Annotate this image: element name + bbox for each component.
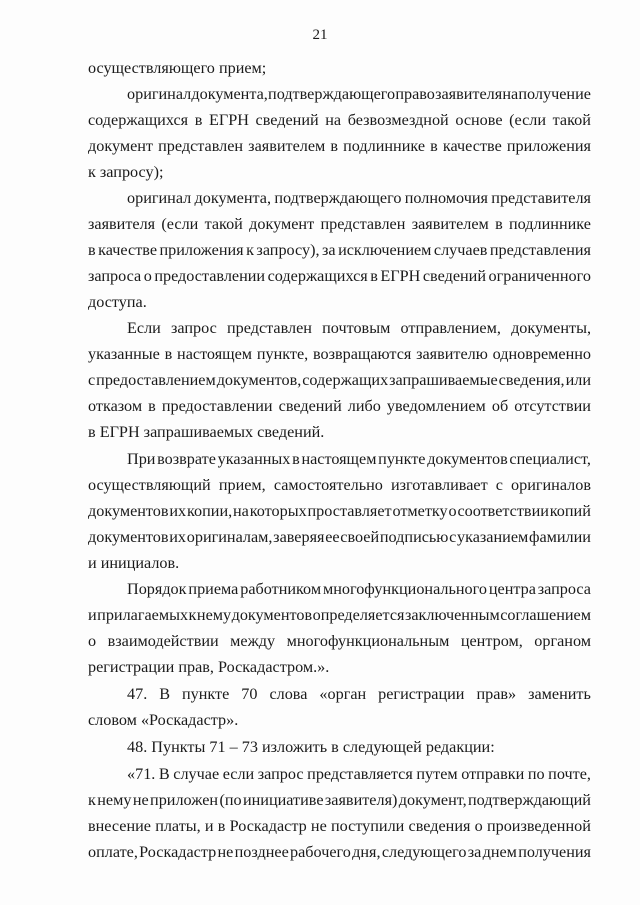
- text-line: [127, 764, 591, 784]
- word: прилагаемых: [97, 606, 189, 624]
- word: содержащихся: [88, 111, 189, 129]
- word: запросу),: [256, 241, 320, 259]
- text-line: [88, 344, 591, 364]
- text-line: доступа.: [88, 293, 147, 311]
- word: на: [502, 85, 519, 103]
- word: документов: [231, 606, 313, 624]
- word: в: [370, 267, 378, 285]
- word: регистрации: [378, 685, 465, 703]
- word: оригинал: [127, 189, 192, 207]
- word: позднее: [234, 843, 289, 861]
- word: документы,: [511, 319, 591, 337]
- word: оригиналов: [511, 476, 591, 494]
- word: о: [88, 632, 97, 650]
- word: приложения: [506, 137, 591, 155]
- text-line: и инициалов.: [88, 554, 180, 572]
- word: с: [449, 528, 457, 546]
- word: подтверждающего: [274, 189, 402, 207]
- word: приложения: [159, 241, 244, 259]
- word: такой: [552, 111, 591, 129]
- text-line: к запросу);: [88, 163, 164, 181]
- text-line: [88, 501, 591, 521]
- word: отметку: [392, 502, 448, 520]
- text-line: [127, 188, 591, 208]
- word: в: [148, 397, 156, 415]
- text-line: осуществляющего прием;: [88, 59, 267, 77]
- word: в: [88, 241, 96, 259]
- text-line: [88, 370, 591, 390]
- word: к: [246, 241, 254, 259]
- word: и: [88, 606, 97, 624]
- text-line: [88, 475, 591, 495]
- word: соответствии: [457, 502, 549, 520]
- word: если: [222, 765, 255, 783]
- word: Если: [127, 319, 161, 337]
- word: работником: [240, 580, 322, 598]
- text-line: [88, 631, 591, 651]
- word: платы,: [155, 817, 201, 835]
- word: копий: [549, 502, 591, 520]
- word: документа,: [191, 85, 268, 103]
- word: представляется: [307, 765, 413, 783]
- text-line: словом «Роскадастр».: [88, 711, 239, 729]
- word: предоставлении: [154, 267, 266, 285]
- word: к: [88, 791, 96, 809]
- word: пункте: [181, 685, 230, 703]
- word: заключенным: [404, 606, 500, 624]
- word: о: [143, 267, 152, 285]
- word: проставляет: [307, 502, 392, 520]
- word: представления: [489, 241, 591, 259]
- word: с: [88, 371, 96, 389]
- text-line: [88, 396, 591, 416]
- text-line: [88, 266, 591, 286]
- word: сведения: [408, 817, 471, 835]
- word: либо: [347, 397, 381, 415]
- word: документов: [88, 502, 169, 520]
- word: случае: [173, 765, 220, 783]
- text-line: [88, 136, 591, 156]
- word: специалист,: [509, 450, 591, 468]
- text-line: [88, 527, 591, 547]
- word: фамилии: [528, 528, 591, 546]
- word: взаимодействии: [107, 632, 219, 650]
- word: соглашением: [500, 606, 591, 624]
- word: не: [132, 791, 149, 809]
- word: уведомлением: [386, 397, 486, 415]
- page-number: 21: [312, 27, 328, 43]
- word: рабочего: [290, 843, 351, 861]
- word: в: [292, 450, 300, 468]
- word: возврате: [157, 450, 216, 468]
- word: прием,: [218, 476, 266, 494]
- word: 70: [241, 685, 258, 703]
- word: сведений: [278, 397, 342, 415]
- word: в: [495, 215, 503, 233]
- word: «71.: [127, 765, 156, 783]
- word: (по: [219, 791, 242, 809]
- word: самостоятельно: [273, 476, 383, 494]
- word: пункте,: [256, 345, 309, 363]
- word: При: [127, 450, 156, 468]
- word: на: [233, 502, 249, 520]
- word: Роскадастр: [139, 843, 217, 861]
- word: документ: [249, 215, 315, 233]
- word: представлен: [320, 215, 406, 233]
- word: отправлением,: [400, 319, 501, 337]
- word: оригинал: [127, 85, 192, 103]
- word: подлиннике: [509, 215, 591, 233]
- word: документов: [88, 528, 169, 546]
- word: многофункциональным: [286, 632, 450, 650]
- text-line: [88, 842, 591, 862]
- word: оплате,: [88, 843, 138, 861]
- word: исключением: [338, 241, 432, 259]
- word: возвращаются: [312, 345, 412, 363]
- word: дня,: [352, 843, 381, 861]
- word: (если: [161, 215, 199, 233]
- word: получения: [518, 843, 591, 861]
- word: заменить: [528, 685, 591, 703]
- word: за: [322, 241, 336, 259]
- word: отказом: [88, 397, 143, 415]
- word: или: [565, 371, 591, 389]
- word: качестве: [98, 241, 158, 259]
- text-line: 48. Пункты 71 – 73 изложить в следующей редакции:: [127, 738, 495, 756]
- word: заявителя): [324, 791, 398, 809]
- word: представителя: [491, 189, 591, 207]
- word: органом: [534, 632, 591, 650]
- word: их: [169, 502, 187, 520]
- text-line: [127, 579, 591, 599]
- word: «орган: [319, 685, 367, 703]
- word: на: [325, 111, 342, 129]
- word: предоставлением: [96, 371, 216, 389]
- word: осуществляющий: [88, 476, 211, 494]
- word: не: [217, 843, 234, 861]
- text-line: [88, 240, 591, 260]
- text-line: [127, 684, 591, 704]
- word: безвозмездной: [347, 111, 449, 129]
- word: заверяя: [273, 528, 325, 546]
- word: указанных: [217, 450, 291, 468]
- word: днем: [482, 843, 517, 861]
- word: В: [159, 685, 171, 703]
- word: право: [395, 85, 435, 103]
- word: в: [194, 111, 203, 129]
- word: в: [430, 137, 438, 155]
- word: приложен: [150, 791, 219, 809]
- word: приема: [188, 580, 239, 598]
- text-line: регистрации прав, Роскадастром.».: [88, 658, 330, 676]
- word: представлен: [226, 319, 312, 337]
- word: Роскадастр: [229, 817, 307, 835]
- word: почтовым: [322, 319, 391, 337]
- word: заявителю: [416, 345, 488, 363]
- word: о: [448, 502, 457, 520]
- word: настоящем: [301, 450, 377, 468]
- text-line: в ЕГРН запрашиваемых сведений.: [88, 423, 325, 441]
- text-line: [88, 790, 591, 810]
- word: подтверждающего: [268, 85, 396, 103]
- word: отправки: [461, 765, 525, 783]
- word: ее: [325, 528, 340, 546]
- word: запрос: [257, 765, 304, 783]
- text-line: [88, 214, 591, 234]
- word: сведений: [422, 267, 486, 285]
- word: заявителем: [411, 215, 489, 233]
- word: копии,: [187, 502, 233, 520]
- word: пункте: [378, 450, 426, 468]
- word: центром,: [460, 632, 523, 650]
- word: следующего: [381, 843, 467, 861]
- word: 47.: [127, 685, 148, 703]
- word: подлиннике: [343, 137, 426, 155]
- word: произведенной: [486, 817, 591, 835]
- word: подтверждающий: [468, 791, 591, 809]
- word: инициативе: [242, 791, 324, 809]
- word: не: [310, 817, 327, 835]
- text-line: [127, 318, 591, 338]
- word: путем: [416, 765, 458, 783]
- word: почте,: [548, 765, 591, 783]
- word: случаев: [433, 241, 488, 259]
- word: в: [330, 137, 339, 155]
- word: (если: [509, 111, 547, 129]
- word: Порядок: [127, 580, 187, 598]
- word: запрашиваемые: [389, 371, 498, 389]
- word: В: [158, 765, 170, 783]
- word: центра: [488, 580, 536, 598]
- word: качестве: [442, 137, 502, 155]
- word: представлен: [158, 137, 244, 155]
- word: нему: [196, 606, 232, 624]
- word: документов: [427, 450, 508, 468]
- word: определяется: [312, 606, 405, 624]
- word: ЕГРН: [380, 267, 421, 285]
- word: содержащихся: [267, 267, 368, 285]
- word: основе: [455, 111, 503, 129]
- word: отсутствии: [514, 397, 591, 415]
- word: полномочия: [404, 189, 488, 207]
- word: поступили: [330, 817, 405, 835]
- text-line: [127, 449, 591, 469]
- word: документа,: [194, 189, 271, 207]
- word: в: [217, 817, 226, 835]
- word: заявителя: [435, 85, 503, 103]
- word: слова: [269, 685, 308, 703]
- word: с: [495, 476, 503, 494]
- word: указанием: [457, 528, 529, 546]
- word: о: [474, 817, 483, 835]
- word: такой: [204, 215, 243, 233]
- word: предоставлении: [161, 397, 273, 415]
- word: документов,: [216, 371, 302, 389]
- word: нему: [97, 791, 132, 809]
- word: одновременно: [492, 345, 591, 363]
- word: документ,: [398, 791, 467, 809]
- word: которых: [249, 502, 307, 520]
- word: за: [467, 843, 482, 861]
- word: запрос: [171, 319, 217, 337]
- word: запроса: [537, 580, 591, 598]
- word: запроса: [88, 267, 142, 285]
- word: прав»: [476, 685, 517, 703]
- word: получение: [518, 85, 591, 103]
- text-line: [127, 84, 591, 104]
- word: и: [204, 817, 214, 835]
- word: документ: [88, 137, 154, 155]
- word: своей: [340, 528, 380, 546]
- text-line: [88, 110, 591, 130]
- word: ограниченного: [488, 267, 591, 285]
- word: ЕГРН: [208, 111, 249, 129]
- word: сведений: [255, 111, 319, 129]
- word: об: [491, 397, 509, 415]
- word: между: [230, 632, 276, 650]
- word: сведения,: [498, 371, 565, 389]
- word: к: [188, 606, 197, 624]
- word: настоящем: [177, 345, 253, 363]
- word: внесение: [88, 817, 151, 835]
- word: подписью: [379, 528, 449, 546]
- text-line: [88, 605, 591, 625]
- word: содержащих: [302, 371, 389, 389]
- word: в: [164, 345, 173, 363]
- word: указанные: [88, 345, 160, 363]
- word: изготавливает: [390, 476, 488, 494]
- word: их: [169, 528, 187, 546]
- word: многофункционального: [322, 580, 487, 598]
- word: по: [527, 765, 545, 783]
- word: заявителя: [88, 215, 156, 233]
- word: оригиналам,: [186, 528, 273, 546]
- text-line: [88, 816, 591, 836]
- word: заявителем: [248, 137, 326, 155]
